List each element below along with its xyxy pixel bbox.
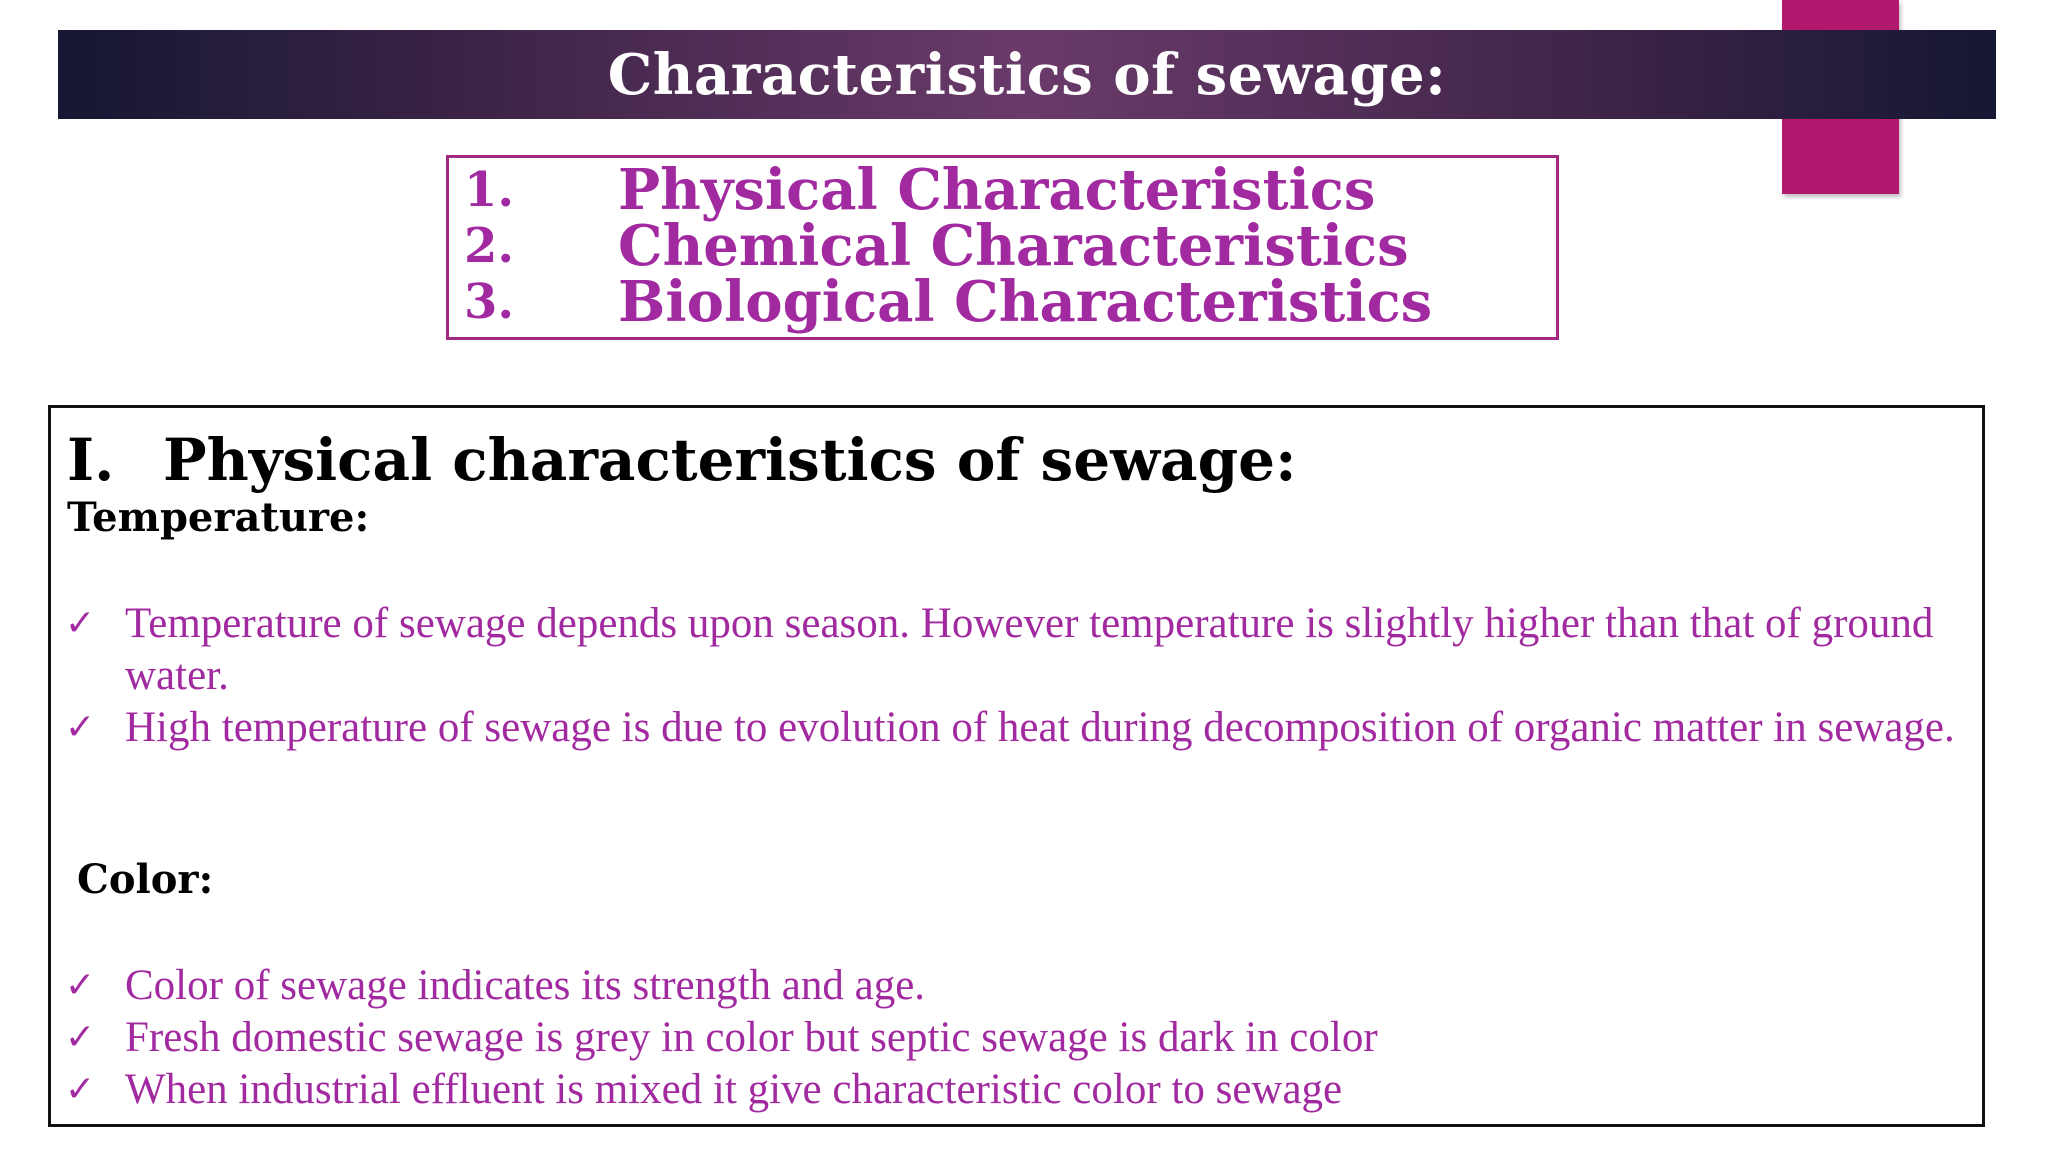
check-mark-icon: ✓ [65, 965, 96, 1006]
list-item-number: 2. [464, 218, 515, 274]
list-item [464, 269, 1433, 335]
list-item [464, 157, 1376, 223]
check-mark-icon: ✓ [65, 1017, 96, 1058]
characteristics-list [446, 155, 1559, 340]
bullet-text: Temperature of sewage depends upon season. However temperature is slightly higher than that of ground water. [125, 600, 1934, 699]
list-item [65, 960, 1965, 1012]
list-item-label: Physical Characteristics [618, 157, 1376, 223]
bullet-text: When industrial effluent is mixed it give characteristic color to sewage [125, 1066, 1343, 1113]
bullet-text: High temperature of sewage is due to evolution of heat during decomposition of organic matter in sewage. [125, 704, 1955, 751]
list-item-label: Chemical Characteristics [618, 213, 1409, 279]
bullet-text: Color of sewage indicates its strength and age. [125, 962, 926, 1009]
section-heading-text: Physical characteristics of sewage: [163, 426, 1297, 494]
list-item [65, 1064, 1965, 1116]
list-item-label: Biological Characteristics [618, 269, 1433, 335]
slide-title: Characteristics of sewage: [607, 41, 1447, 108]
title-bar [58, 30, 1996, 119]
list-item [464, 213, 1409, 279]
check-mark-icon: ✓ [65, 707, 96, 748]
section-numeral: I. [67, 426, 115, 494]
list-item [65, 702, 1965, 754]
check-mark-icon: ✓ [65, 1069, 96, 1110]
physical-characteristics-panel [48, 405, 1985, 1127]
list-item-number: 1. [464, 162, 515, 218]
color-heading: Color: [77, 856, 214, 903]
list-item [65, 598, 1965, 702]
check-mark-icon: ✓ [65, 603, 96, 644]
list-item-number: 3. [464, 274, 515, 330]
bullet-text: Fresh domestic sewage is grey in color but septic sewage is dark in color [125, 1014, 1378, 1061]
section-heading [67, 426, 1297, 494]
list-item [65, 1012, 1965, 1064]
temperature-heading: Temperature: [67, 494, 370, 541]
